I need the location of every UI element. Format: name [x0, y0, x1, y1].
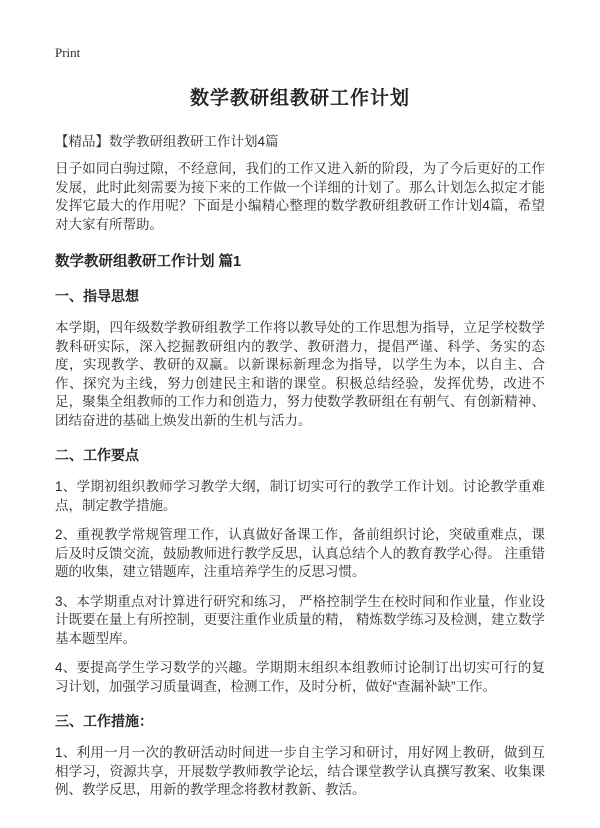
- print-link[interactable]: Print: [55, 45, 81, 60]
- section-heading-1: 一、指导思想: [55, 288, 139, 304]
- intro-paragraph: 日子如同白驹过隙，不经意间，我们的工作又进入新的阶段，为了今后更好的工作发展，此时此刻需要为接下来的工作做一个详细的计划了。那么计划怎么拟定才能发挥它最大的作用呢？下面是小编精心整理的数学教研组教研工作计划4篇，希望对大家有所帮助。: [55, 161, 545, 232]
- numbered-paragraph-3: 3、本学期重点对计算进行研究和练习， 严格控制学生在校时间和作业量，作业设计既要在量上有所控制，更要注重作业质量的精， 精炼数学练习及检测，建立数学基本题型库。: [55, 593, 545, 646]
- article-title: 数学教研组教研工作计划 篇1: [55, 254, 242, 270]
- measures-paragraph-1: 1、利用一月一次的教研活动时间进一步自主学习和研讨，用好网上教研，做到互相学习，资源共享，开展数学教师教学论坛，结合课堂教学认真撰写教案、收集课例、教学反思，用新的教学理念将教材教新、教活。: [55, 745, 545, 797]
- section-heading-2: 二、工作要点: [55, 447, 139, 463]
- numbered-paragraph-2: 2、重视教学常规管理工作，认真做好备课工作，备前组织讨论，突破重难点，课后及时反馈交流，鼓励教师进行教学反思，认真总结个人的教育教学心得。 注重错题的收集，建立错题库，注重培养学生的反思习惯。: [55, 527, 545, 579]
- section-heading-3: 三、工作措施：: [55, 713, 153, 729]
- document-subtitle: 【精品】数学教研组教研工作计划4篇: [55, 134, 279, 149]
- numbered-paragraph-1: 1、学期初组织教师学习教学大纲，制订切实可行的教学工作计划。讨论教学重难点，制定教学措施。: [55, 479, 545, 513]
- section-paragraph: 本学期，四年级数学教研组教学工作将以教导处的工作思想为指导，立足学校数学教科研实际，深入挖掘教研组内的教学、教研潜力，提倡严谨、科学、务实的态度，实现教学、教研的双赢。以新课标新理念为指导，以学生为本，以自主、合作、探究为主线，努力创建民主和谐的课堂。积极总结经验，发挥优势，改进不足，聚集全组教师的工作力和创造力，努力使数学教研组在有朝气、有创新精神、团结奋进的基础上焕发出新的生机与活力。: [55, 320, 545, 428]
- numbered-paragraph-4: 4、要提高学生学习数学的兴趣。学期期末组织本组教师讨论制订出切实可行的复习计划，加强学习质量调查，检测工作，及时分析，做好“查漏补缺”工作。: [55, 660, 545, 694]
- page-title: 数学教研组教研工作计划: [189, 88, 410, 109]
